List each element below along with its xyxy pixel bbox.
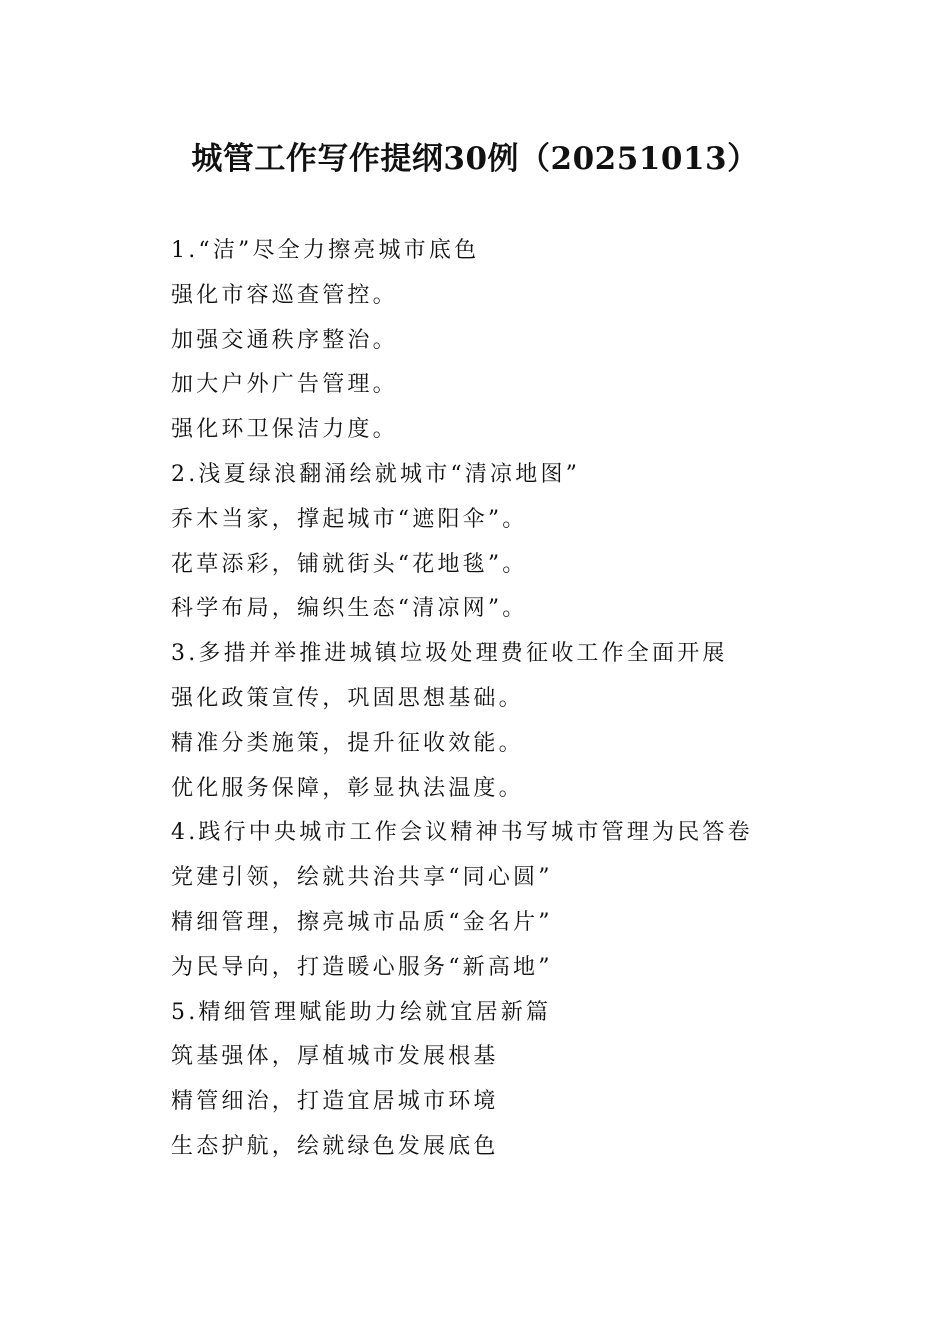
section-heading: 5.精细管理赋能助力绘就宜居新篇 [171,999,552,1025]
outline-section-2 [171,453,891,632]
section-item: 筑基强体，厚植城市发展根基 [171,1044,499,1070]
section-item: 生态护航，绘就绿色发展底色 [171,1133,499,1159]
section-item: 强化政策宣传，巩固思想基础。 [171,685,524,711]
section-item: 加强交通秩序整治。 [171,327,398,353]
section-item: 精管细治，打造宜居城市环境 [171,1089,499,1115]
section-item: 强化环卫保洁力度。 [171,417,398,443]
document-title: 城管工作写作提纲30例（20251013） [191,141,759,177]
section-item: 优化服务保障，彰显执法温度。 [171,775,524,801]
section-item: 科学布局，编织生态“清凉网”。 [171,596,528,622]
section-item: 精准分类施策，提升征收效能。 [171,730,524,756]
outline-section-5 [171,991,891,1170]
section-heading: 4.践行中央城市工作会议精神书写城市管理为民答卷 [171,820,753,846]
outline-section-1 [171,229,891,453]
section-item: 乔木当家，撑起城市“遮阳伞”。 [171,506,528,532]
document-body [171,229,891,1170]
outline-section-4 [171,811,891,990]
outline-section-3 [171,632,891,811]
section-item: 强化市容巡查管控。 [171,282,398,308]
section-item: 精细管理，擦亮城市品质“金名片” [171,909,553,935]
section-item: 加大户外广告管理。 [171,372,398,398]
section-heading: 3.多措并举推进城镇垃圾处理费征收工作全面开展 [171,641,728,667]
section-heading: 2.浅夏绿浪翻涌绘就城市“清凉地图” [171,461,581,487]
section-item: 花草添彩，铺就街头“花地毯”。 [171,551,528,577]
section-heading: 1.“洁”尽全力擦亮城市底色 [171,238,480,263]
section-item: 党建引领，绘就共治共享“同心圆” [171,865,553,891]
section-item: 为民导向，打造暖心服务“新高地” [171,954,553,980]
